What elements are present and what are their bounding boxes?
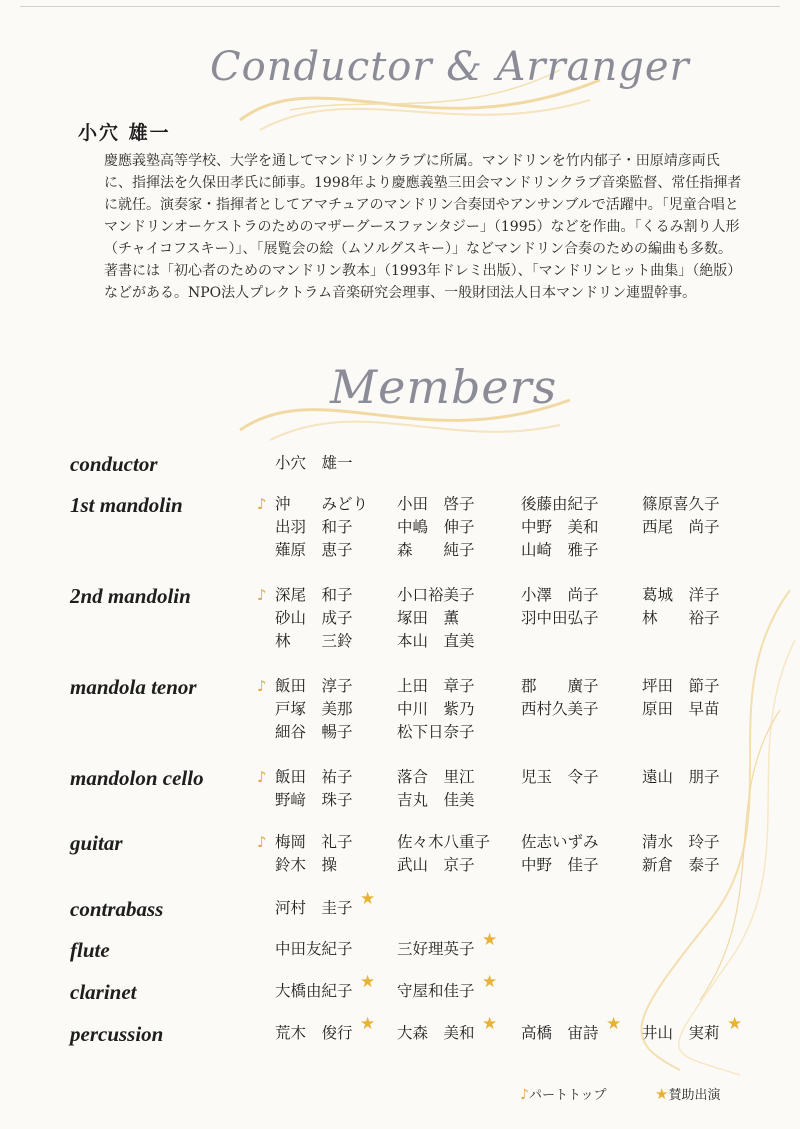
swirl-ornament-side [560, 580, 800, 1080]
member-name: 新倉 泰子 [642, 856, 720, 874]
member-name: 佐々木八重子 [397, 833, 491, 851]
member-name: 薙原 恵子 [275, 541, 353, 559]
star-icon: ★ [360, 1014, 376, 1034]
section-label: 2nd mandolin [70, 584, 191, 608]
star-icon: ★ [360, 972, 376, 992]
member-name: 上田 章子 [397, 677, 475, 695]
section-label: contrabass [70, 897, 164, 921]
legend-part-top: ♪パートトップ [520, 1087, 607, 1103]
member-name: 沖 みどり [275, 495, 369, 513]
star-icon: ★ [655, 1085, 669, 1103]
music-note-icon: ♪ [257, 495, 267, 513]
member-name: 吉丸 佳美 [397, 791, 475, 809]
music-note-icon: ♪ [257, 586, 267, 604]
member-name: 武山 京子 [397, 856, 475, 874]
section-label: percussion [70, 1022, 164, 1046]
top-rule [20, 6, 780, 7]
member-name: 中野 美和 [521, 518, 599, 536]
member-name: 郡 廣子 [521, 677, 599, 695]
member-name: 三好理英子 [397, 940, 475, 958]
section-label: mandolon cello [70, 766, 204, 790]
member-name: 戸塚 美那 [275, 700, 353, 718]
section-label: 1st mandolin [70, 493, 183, 517]
member-name: 中川 紫乃 [397, 700, 475, 718]
member-name: 松下日奈子 [397, 723, 475, 741]
music-note-icon: ♪ [257, 677, 267, 695]
member-name: 中田友紀子 [275, 940, 353, 958]
member-name: 大橋由紀子 [275, 982, 353, 1000]
section-label: mandola tenor [70, 675, 197, 699]
member-name: 細谷 暢子 [275, 723, 353, 741]
member-name: 西尾 尚子 [642, 518, 720, 536]
member-name: 梅岡 礼子 [275, 833, 353, 851]
member-name: 遠山 朋子 [642, 768, 720, 786]
member-name: 出羽 和子 [275, 518, 353, 536]
member-name: 林 三鈴 [275, 632, 353, 650]
member-name: 井山 実莉 [642, 1024, 720, 1042]
member-name: 砂山 成子 [275, 609, 353, 627]
member-name: 小澤 尚子 [521, 586, 599, 604]
member-name: 佐志いずみ [521, 833, 599, 851]
section-label: conductor [70, 452, 158, 476]
music-note-icon: ♪ [257, 833, 267, 851]
star-icon: ★ [727, 1014, 743, 1034]
heading-members: Members [330, 360, 558, 414]
member-name: 児玉 令子 [521, 768, 599, 786]
member-name: 高橋 宙詩 [521, 1024, 599, 1042]
section-label: clarinet [70, 980, 137, 1004]
music-note-icon: ♪ [520, 1087, 529, 1103]
member-name: 坪田 節子 [642, 677, 720, 695]
member-name: 羽中田弘子 [521, 609, 599, 627]
member-name: 鈴木 操 [275, 856, 338, 874]
member-name: 飯田 淳子 [275, 677, 353, 695]
member-name: 小田 啓子 [397, 495, 475, 513]
member-name: 葛城 洋子 [642, 586, 720, 604]
member-name: 落合 里江 [397, 768, 475, 786]
member-name: 荒木 俊行 [275, 1024, 353, 1042]
member-name: 西村久美子 [521, 700, 599, 718]
member-name: 篠原喜久子 [642, 495, 720, 513]
member-name: 飯田 祐子 [275, 768, 353, 786]
member-name: 小穴 雄一 [275, 454, 353, 472]
member-name: 野﨑 珠子 [275, 791, 353, 809]
member-name: 深尾 和子 [275, 586, 353, 604]
star-icon: ★ [482, 930, 498, 950]
member-name: 大森 美和 [397, 1024, 475, 1042]
member-name: 中野 佳子 [521, 856, 599, 874]
conductor-bio: 慶應義塾高等学校、大学を通してマンドリンクラブに所属。マンドリンを竹内郁子・田原靖彦両氏に、指揮法を久保田孝氏に師事。1998年より慶應義塾三田会マンドリンクラブ音楽監督、常任指揮者に就任。演奏家・指揮者としてアマチュアのマンドリン合奏団やアンサンブルで活躍中。「児童合唱とマンドリンオーケストラのためのマザーグースファンタジー」（1995）などを作曲。「くるみ割り人形（チャイコフスキー）」、「展覧会の絵（ムソルグスキー）」などマンドリン合奏のための編曲も多数。著書には「初心者のためのマンドリン教本」（1993年ドレミ出版）、「マンドリンヒット曲集」（絶版）などがある。NPO法人プレクトラム音楽研究会理事、一般財団法人日本マンドリン連盟幹事。 [104, 153, 742, 301]
music-note-icon: ♪ [257, 768, 267, 786]
member-name: 林 裕子 [642, 609, 720, 627]
section-label: guitar [70, 831, 123, 855]
member-name: 後藤由紀子 [521, 495, 599, 513]
star-icon: ★ [360, 889, 376, 909]
star-icon: ★ [482, 972, 498, 992]
member-name: 原田 早苗 [642, 700, 720, 718]
member-name: 中嶋 伸子 [397, 518, 475, 536]
member-name: 塚田 薫 [397, 609, 460, 627]
member-name: 森 純子 [397, 541, 475, 559]
member-name: 山崎 雅子 [521, 541, 599, 559]
heading-conductor-arranger: Conductor & Arranger [210, 44, 690, 90]
section-label: flute [70, 938, 110, 962]
member-name: 河村 圭子 [275, 899, 353, 917]
legend-guest: ★賛助出演 [655, 1085, 721, 1103]
conductor-name: 小穴 雄一 [78, 122, 171, 144]
member-name: 清水 玲子 [642, 833, 720, 851]
star-icon: ★ [482, 1014, 498, 1034]
star-icon: ★ [606, 1014, 622, 1034]
member-name: 小口裕美子 [397, 586, 475, 604]
member-name: 本山 直美 [397, 632, 475, 650]
member-name: 守屋和佳子 [397, 982, 475, 1000]
